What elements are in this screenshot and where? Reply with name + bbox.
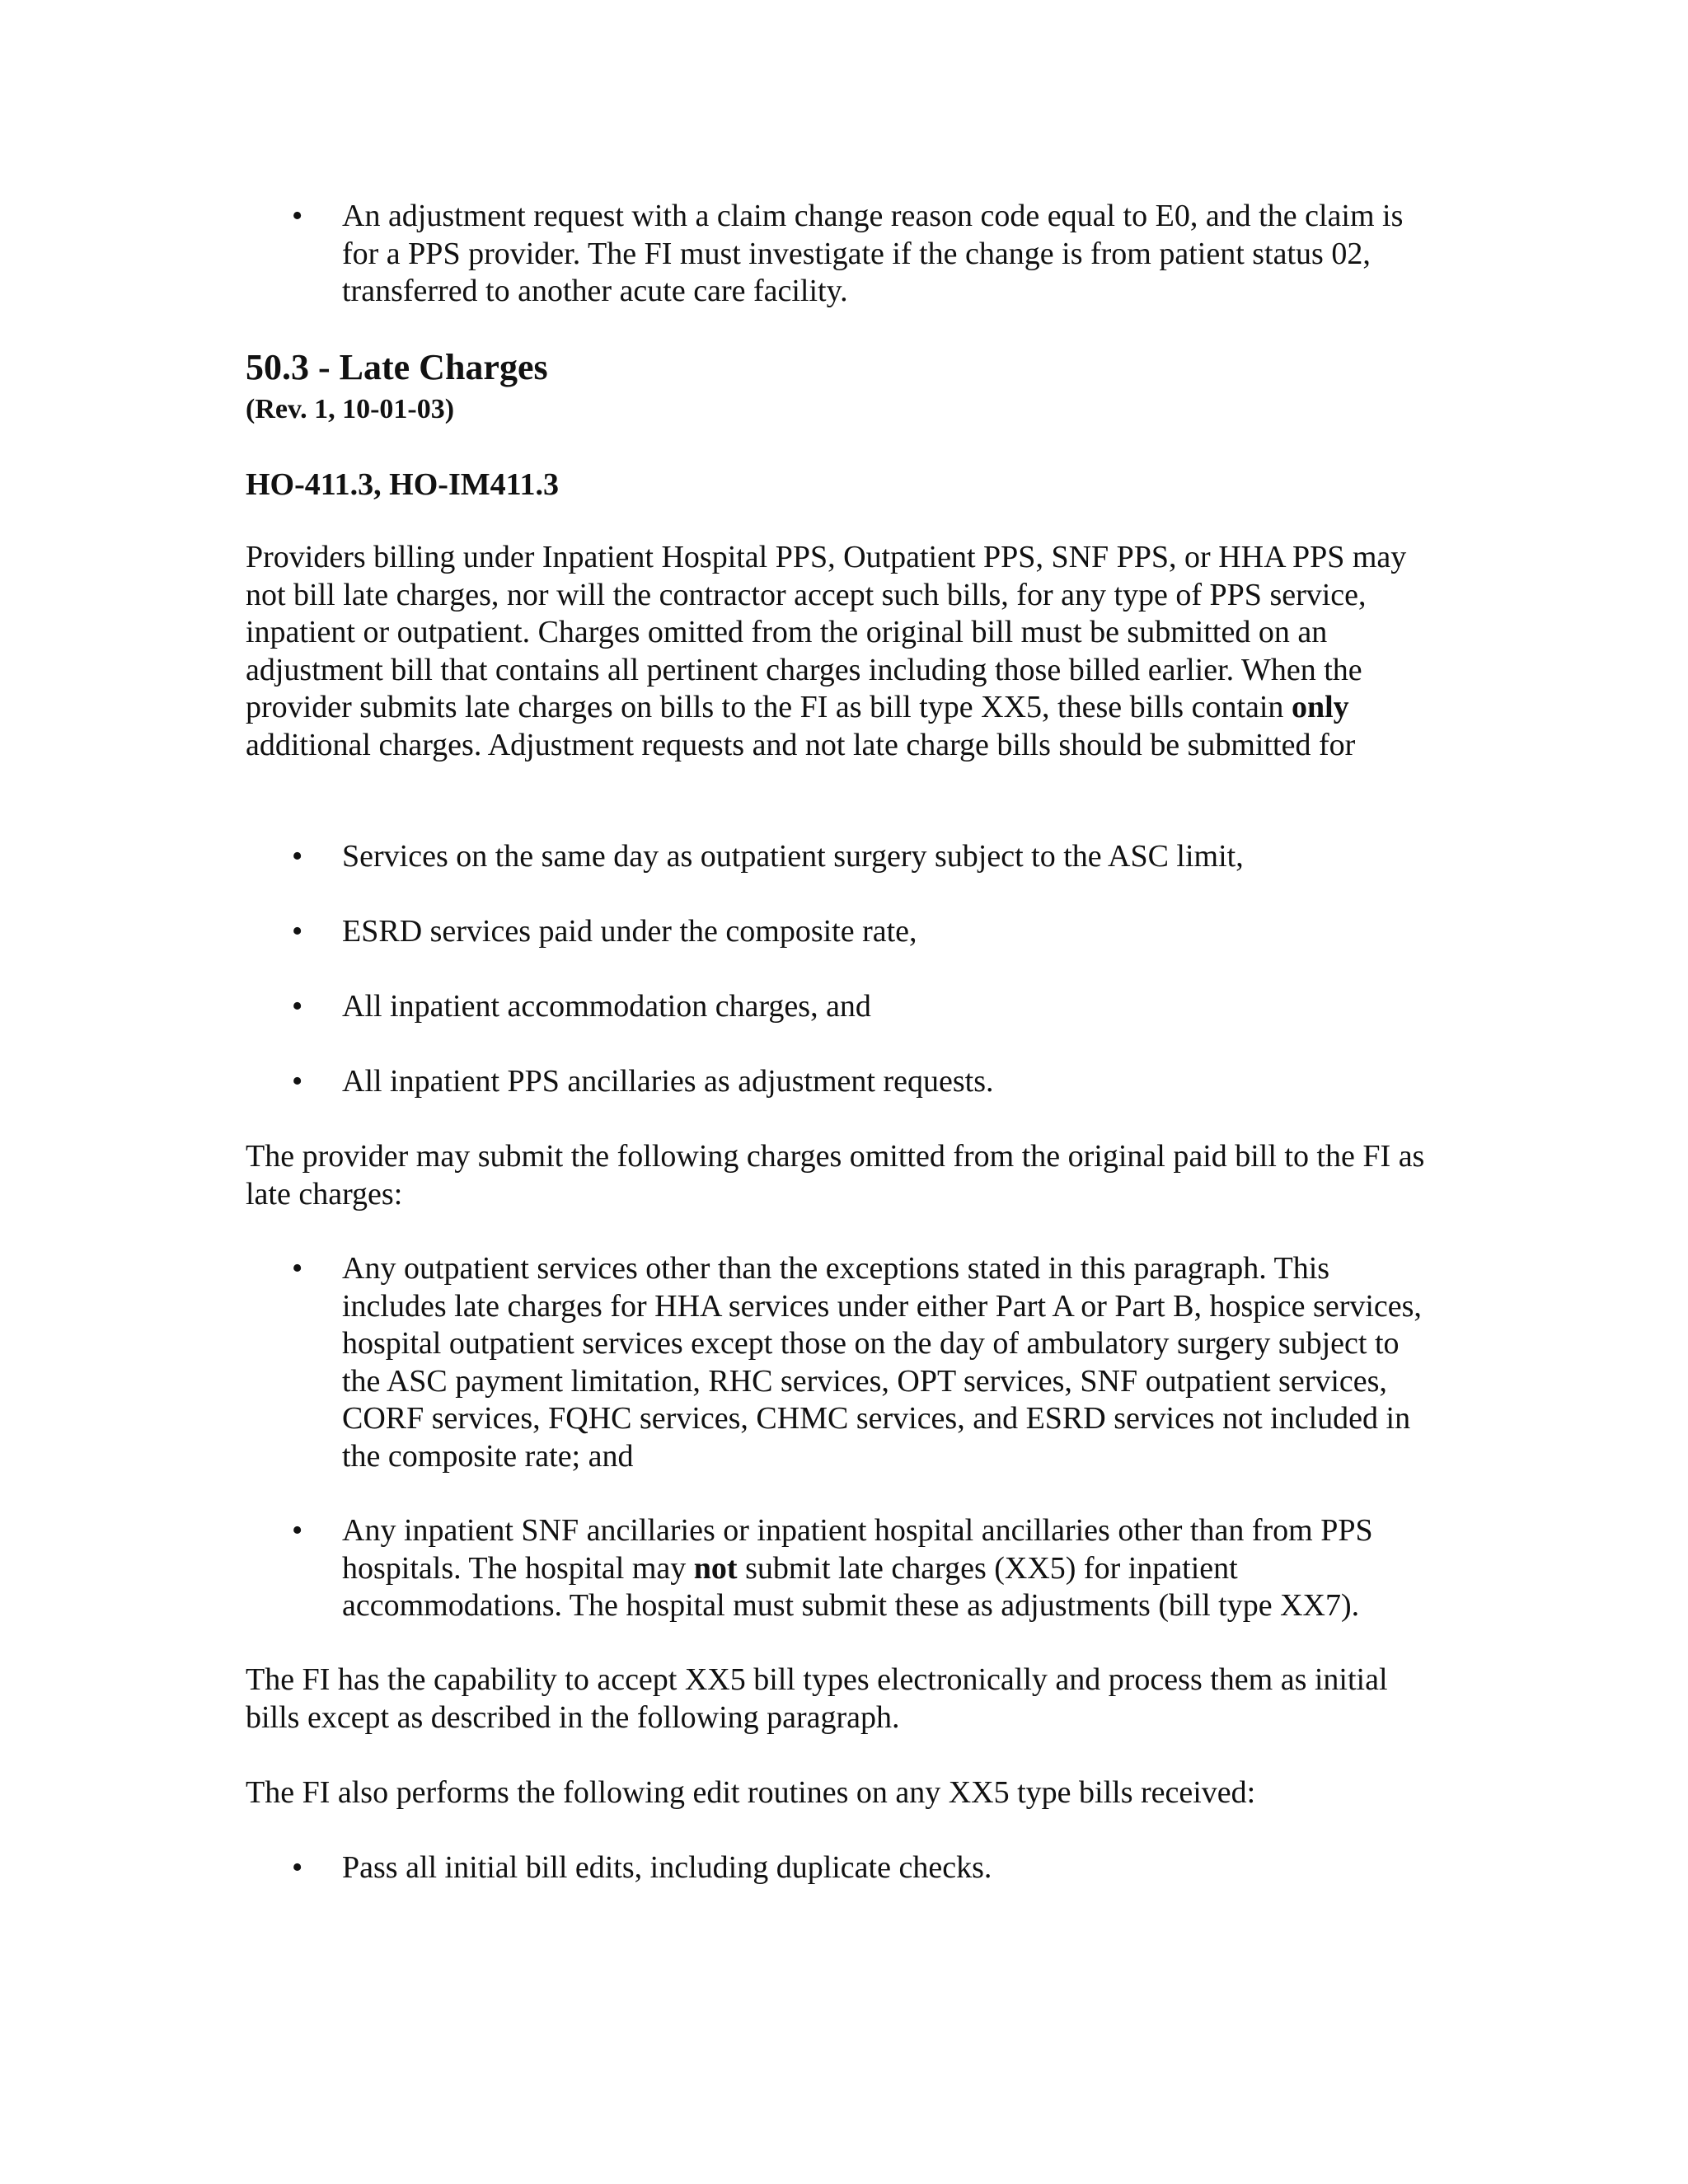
section-title: 50.3 - Late Charges [246, 347, 548, 387]
list2-item2-bold-not: not [693, 1550, 738, 1586]
manual-reference: HO-411.3, HO-IM411.3 [246, 467, 559, 502]
bullet-icon: • [292, 914, 303, 949]
list2-item2-text-a: Any inpatient SNF ancillaries or inpatient hospital ancillaries other than from PPS hospitals. The hospital may [342, 1513, 1373, 1586]
bullet-icon: • [292, 199, 303, 233]
paragraph-xx5-capability: The FI has the capability to accept XX5 bill types electronically and process them as initial bills except as described in the following paragraph. [246, 1662, 1388, 1735]
list1-item-text: Services on the same day as outpatient surgery subject to the ASC limit, [342, 839, 1244, 874]
paragraph-late-charges [246, 539, 1432, 764]
revision-note: (Rev. 1, 10-01-03) [246, 394, 455, 424]
para1-text-b: additional charges. Adjustment requests and not late charge bills should be submitted for [246, 727, 1356, 762]
list3-item-text: Pass all initial bill edits, including duplicate checks. [342, 1850, 992, 1885]
list2-item-text: Any outpatient services other than the exceptions stated in this paragraph. This includes late charges for HHA services under either Part A or Part B, hospice services, hospital outpatient services except those on the day of ambulatory surgery subject to the ASC payment limitation, RHC services, OPT services, SNF outpatient services, CORF services, FQHC services, CHMC services, and ESRD services not included in the composite rate; and [342, 1251, 1422, 1474]
list2-item2-text-b: submit late charges (XX5) for inpatient accommodations. The hospital must submit these as adjustments (bill type XX7). [342, 1550, 1360, 1623]
list1-item-text: All inpatient accommodation charges, and [342, 989, 871, 1024]
paragraph-edit-routines: The FI also performs the following edit routines on any XX5 type bills received: [246, 1775, 1256, 1810]
bullet-icon: • [292, 1064, 303, 1099]
paragraph-late-charges-allowed: The provider may submit the following charges omitted from the original paid bill to the FI as late charges: [246, 1139, 1425, 1212]
bullet-icon: • [292, 1513, 303, 1548]
bullet-icon: • [292, 1850, 303, 1885]
intro-bullet-text: An adjustment request with a claim change reason code equal to E0, and the claim is for a PPS provider. The FI must investigate if the change is from patient status 02, transferred to another acute care facility. [342, 199, 1404, 308]
bullet-icon: • [292, 989, 303, 1024]
bullet-icon: • [292, 1251, 303, 1286]
para1-text-a: Providers billing under Inpatient Hospital PPS, Outpatient PPS, SNF PPS, or HHA PPS may not bill late charges, nor will the contractor accept such bills, for any type of PPS service, inpatient or outpatient. Charges omitted from the original bill must be submitted on an adjustment bill that contains all pertinent charges including those billed earlier. When the provider submits late charges on bills to the FI as bill type XX5, these bills contain [246, 540, 1407, 724]
list1-item-text: All inpatient PPS ancillaries as adjustment requests. [342, 1064, 994, 1099]
para1-bold-only: only [1291, 690, 1349, 724]
bullet-icon: • [292, 839, 303, 874]
list1-item-text: ESRD services paid under the composite rate, [342, 914, 917, 949]
list2-item-text [342, 1512, 1430, 1625]
